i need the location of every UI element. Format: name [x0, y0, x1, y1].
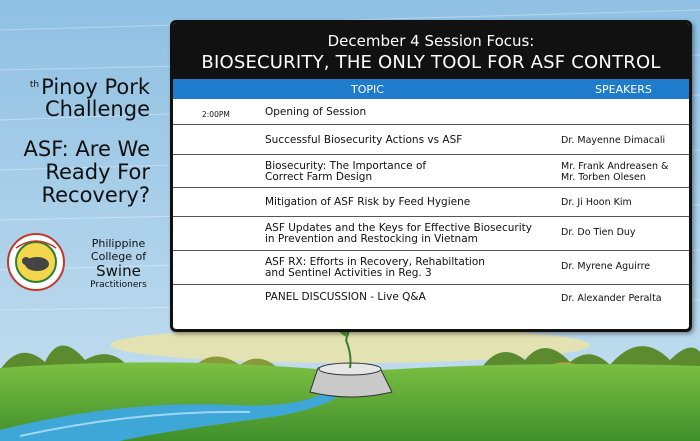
- row-speaker-line2: Mr. Torben Olesen: [561, 172, 646, 183]
- row-topic-line1: Biosecurity: The Importance of: [265, 160, 427, 172]
- table-row: [173, 99, 689, 125]
- column-header-bar: [173, 79, 689, 99]
- session-schedule-card: [170, 20, 692, 332]
- organization-name: [71, 237, 166, 292]
- org-line1: Philippine: [91, 237, 146, 250]
- row-topic-line2: Correct Farm Design: [265, 171, 373, 183]
- table-row: [173, 285, 689, 312]
- row-topic: PANEL DISCUSSION - Live Q&A: [265, 291, 426, 303]
- row-topic-line1: ASF RX: Efforts in Recovery, Rehabiltation: [265, 256, 485, 268]
- row-topic: Successful Biosecurity Actions vs ASF: [265, 134, 463, 146]
- row-topic: [265, 223, 532, 245]
- event-title: [0, 76, 150, 120]
- row-topic-line2: in Prevention and Restocking in Vietnam: [265, 233, 478, 245]
- row-speaker: [561, 161, 668, 183]
- org-line3: Swine: [96, 262, 141, 280]
- table-row: [173, 188, 689, 217]
- table-row: [173, 251, 689, 285]
- session-title: BIOSECURITY, THE ONLY TOOL FOR ASF CONTROL: [201, 52, 661, 73]
- session-date: December 4 Session Focus:: [327, 32, 535, 50]
- org-line4: Practitioners: [90, 280, 147, 290]
- org-line2: College of: [90, 250, 147, 263]
- row-speaker: Dr. Do Tien Duy: [561, 227, 636, 238]
- event-title-line1: Pinoy Pork: [41, 75, 150, 99]
- row-topic: [265, 257, 485, 279]
- column-header-topic: TOPIC: [351, 83, 384, 96]
- row-topic: Opening of Session: [265, 106, 367, 118]
- card-header: [173, 23, 689, 79]
- event-promo: [0, 0, 170, 441]
- row-speaker-line1: Mr. Frank Andreasen &: [561, 161, 669, 172]
- row-speaker: Dr. Ji Hoon Kim: [561, 197, 632, 208]
- pcsp-seal-icon: [6, 232, 66, 292]
- column-header-speakers: SPEAKERS: [595, 83, 652, 96]
- row-speaker: Dr. Alexander Peralta: [561, 293, 662, 304]
- edition-superscript: th: [29, 80, 40, 90]
- row-time: 2:00PM: [202, 110, 230, 119]
- row-topic: [265, 161, 426, 183]
- question-line3: Recovery?: [41, 183, 150, 207]
- row-topic-line2: and Sentinel Activities in Reg. 3: [265, 267, 432, 279]
- question-line2: Ready For: [45, 160, 150, 184]
- table-row: [173, 155, 689, 188]
- table-row: [173, 217, 689, 251]
- row-speaker: Dr. Mayenne Dimacali: [561, 135, 666, 146]
- event-theme-question: [0, 138, 150, 207]
- schedule-rows: [173, 99, 689, 312]
- row-topic-line1: ASF Updates and the Keys for Effective Biosecurity: [265, 222, 532, 234]
- row-speaker: Dr. Myrene Aguirre: [561, 261, 651, 272]
- event-title-line2: Challenge: [45, 97, 150, 121]
- row-topic: Mitigation of ASF Risk by Feed Hygiene: [265, 196, 471, 208]
- organization-badge: [6, 232, 166, 294]
- table-row: [173, 125, 689, 155]
- question-line1: ASF: Are We: [23, 137, 150, 161]
